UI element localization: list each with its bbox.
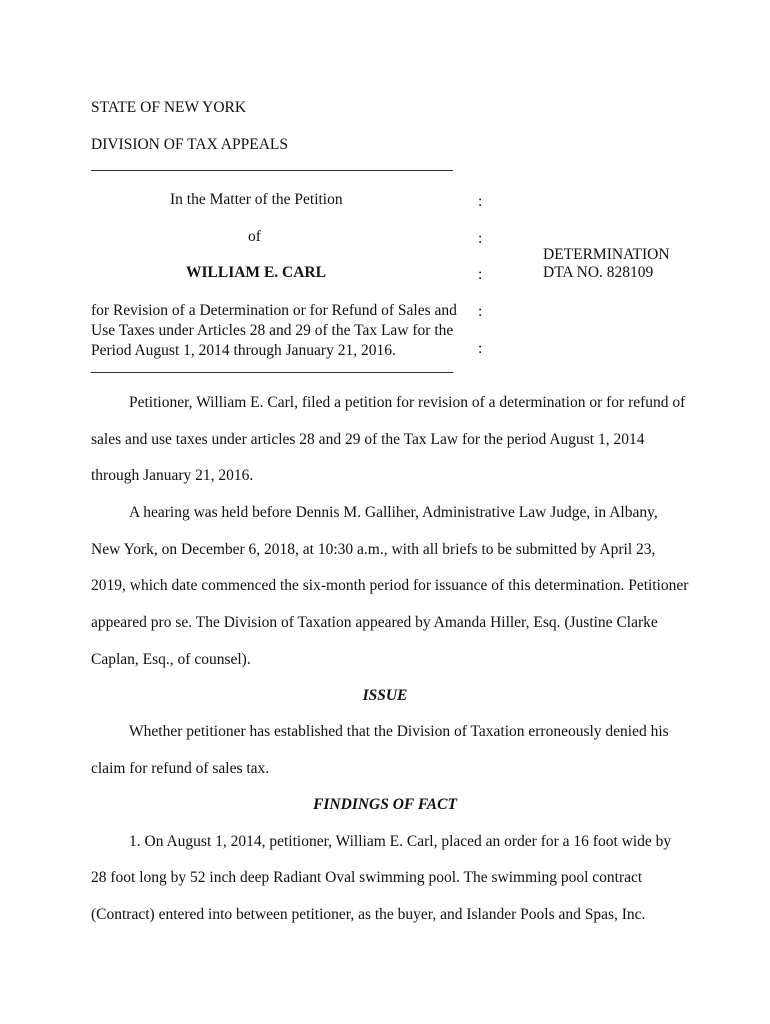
- body-line: 2019, which date commenced the six-month period for issuance of this determination. Petitioner: [91, 577, 689, 594]
- body-line: through January 21, 2016.: [91, 467, 254, 484]
- body-line: Whether petitioner has established that the Division of Taxation erroneously denied his: [129, 723, 669, 740]
- petitioner-name: WILLIAM E. CARL: [186, 264, 326, 281]
- body-line: sales and use taxes under articles 28 and 29 of the Tax Law for the period August 1, 2014: [91, 431, 645, 448]
- issue-heading: ISSUE: [362, 687, 408, 704]
- caption-purpose: [91, 301, 463, 361]
- caption-colon: :: [478, 193, 483, 210]
- dta-number: DTA NO. 828109: [543, 264, 654, 281]
- body-line: claim for refund of sales tax.: [91, 760, 270, 777]
- state-heading: STATE OF NEW YORK: [91, 99, 247, 116]
- division-heading: DIVISION OF TAX APPEALS: [91, 136, 288, 153]
- body-line: Caplan, Esq., of counsel).: [91, 651, 251, 668]
- body-line: 28 foot long by 52 inch deep Radiant Oval swimming pool. The swimming pool contract: [91, 869, 643, 886]
- body-line: (Contract) entered into between petitioner, as the buyer, and Islander Pools and Spas, Inc.: [91, 906, 646, 923]
- body-line: appeared pro se. The Division of Taxation appeared by Amanda Hiller, Esq. (Justine Clarke: [91, 614, 658, 631]
- caption-colon: :: [478, 230, 483, 247]
- caption-top-rule: [91, 170, 453, 171]
- caption-purpose-line: for Revision of a Determination or for Refund of Sales and: [91, 302, 457, 319]
- body-line: A hearing was held before Dennis M. Galliher, Administrative Law Judge, in Albany,: [129, 504, 658, 521]
- findings-heading: FINDINGS OF FACT: [313, 796, 457, 813]
- caption-colon: :: [478, 340, 483, 357]
- body-line: 1. On August 1, 2014, petitioner, William E. Carl, placed an order for a 16 foot wide by: [129, 833, 672, 850]
- caption-colon: :: [478, 266, 483, 283]
- of-line: of: [248, 228, 261, 245]
- caption-purpose-line: Period August 1, 2014 through January 21, 2016.: [91, 342, 396, 359]
- determination-label: DETERMINATION: [543, 246, 670, 263]
- caption-purpose-line: Use Taxes under Articles 28 and 29 of the Tax Law for the: [91, 322, 454, 339]
- matter-line: In the Matter of the Petition: [170, 191, 343, 208]
- body-line: New York, on December 6, 2018, at 10:30 a.m., with all briefs to be submitted by April 23,: [91, 541, 656, 558]
- body-line: Petitioner, William E. Carl, filed a petition for revision of a determination or for refund of: [129, 394, 686, 411]
- caption-colon: :: [478, 303, 483, 320]
- caption-bottom-rule: [91, 372, 453, 373]
